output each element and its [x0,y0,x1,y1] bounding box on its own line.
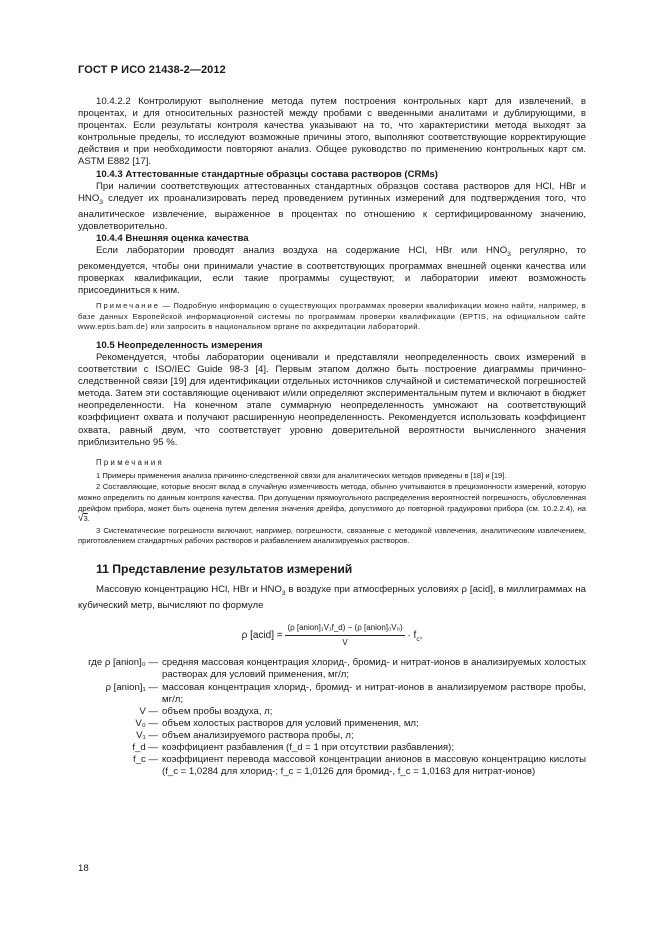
formula-lhs: ρ [acid] = [241,630,283,642]
paragraph-11: Массовую концентрацию HCl, HBr и $HNO_3$ в воздухе при атмосферных условиях ρ [acid], в миллиграммах на кубический метр, вычисляют по формуле [78,584,587,612]
formula-denominator: V [342,638,348,648]
heading-10-4-4: 10.4.4 Внешняя оценка качества [96,232,249,244]
definition-item: f_c — коэффициент перевода массовой концентрации анионов в массовую концентрацию кислоты (f_c = 1,0284 для хлорид-; f_c = 1,0126 для бромид-, f_c = 1,0163 для нитрат-ионов) [132,754,586,778]
definition-item: где ρ [anion]₀ — средняя массовая концентрация хлорид-, бромид- и нитрат-ионов в анализируемых холостых растворах для условий применения, мг/л; [88,657,586,681]
formula-rhs: · f [407,630,417,642]
definition-item: V₁ — объем анализируемого раствора пробы, л; [136,729,354,741]
formula-numerator: (ρ [anion]₁V₁f_d) − (ρ [anion]₀V₀) [285,622,404,636]
definition-item: ρ [anion]₁ — массовая концентрация хлорид-, бромид- и нитрат-ионов в анализируемом растворе пробы, мг/л; [105,681,586,705]
formula-fraction [285,622,404,649]
paragraph-10-4-4: Если лаборатории проводят анализ воздуха на содержание HCl, HBr или $HNO_3$ регулярно, то рекомендуется, чтобы они принимали участие в соответствующих программах внешней оценки качества или проверках квалификации, если такие программы существуют, и лаборатории имеют возможность присоединиться к ним. [78,245,586,297]
page-number: 18 [78,863,89,874]
paragraph-10-4-2-2: 10.4.2.2 Контролируют выполнение метода путем построения контрольных карт для извлечений, в процентах, и для относительных разностей между пробами с введенными аналитами и дублирующими, в процентах. Если результаты контроля качества указывают на то, что характеристики метода выходят за контрольные пределы, то исследуют возможные причины этого, выполняют соответствующие корректирующие действия и при необходимости повторяют анализ. Общее руководство по применению контрольных карт см. ASTM E882 [17]. [78,96,586,168]
note-3: 3 Систематические погрешности включают, например, погрешности, связанные с методикой извлечения, аналитическим извлечением, приготовлением стандартных рабочих растворов и разбавлением анализируемых растворов. [78,525,586,546]
heading-10-5: 10.5 Неопределенность измерения [96,339,263,351]
document-header: ГОСТ Р ИСО 21438-2—2012 [78,64,226,76]
definition-item: V — объем пробы воздуха, л; [139,705,273,717]
definitions-list [78,657,586,778]
definition-item: f_d — коэффициент разбавления (f_d = 1 при отсутствии разбавления); [132,742,454,754]
heading-10-4-3: 10.4.3 Аттестованные стандартные образцы состава растворов (CRMs) [96,168,438,180]
note-2: 2 Составляющие, которые вносят вклад в случайную изменчивость метода, обычно учитываются в прецизионности измерений, которую можно определить по данным контроля качества. При допущении прямоугольного распределения вероятностей погрешность, обусловленная дрейфом прибора, может быть оценена путем деления значения дрейфа, допустимого до повторной градуировки прибора (см. 10.2.2.4), на √3. [78,482,586,525]
heading-11: 11 Представление результатов измерений [96,562,353,577]
definition-item: V₀ — объем холостых растворов для условий применения, мл; [135,717,419,729]
paragraph-10-4-3: При наличии соответствующих аттестованных стандартных образцов состава растворов для HCl, HBr и $HNO_3$ следует их проанализировать перед проведением рутинных измерений для подтверждения того, что аналитическое извлечение, выраженное в процентах по отношению к сертифицированному значению, удовлетворительно. [78,180,586,232]
page-body [78,96,586,778]
note-1: 1 Примеры применения анализа причинно-следственной связи для аналитических методов приведены в [18] и [19]. [96,470,507,480]
note-eptis: Примечание — Подробную информацию о существующих программах проверки квалификации можно найти, например, в базе данных Европейской информационной системы по программам проверки квалификации (EPTIS, на официальном сайте www.eptis.bam.de) или запросить в национальном органе по аккредитации лабораторий. [78,301,586,331]
paragraph-10-5: Рекомендуется, чтобы лаборатории оценивали и представляли неопределенность своих измерений в соответствии с ISO/IEC Guide 98-3 [4]. Первым этапом должно быть построение диаграммы причинно-следственной связи [19] для идентификации отдельных источников случайной и систематической погрешностей метода. Затем эти составляющие оценивают и/или определяют экспериментальным путем и включают в бюджет неопределенности. На конечном этапе суммарную неопределенность умножают на соответствующий коэффициент охвата и получают расширенную неопределенность. Рекомендуется использовать коэффициент охвата, равный двум, что соответствует уровню доверительной вероятности вычисленного значения приблизительно 95 %. [78,352,586,448]
notes-title: Примечания [96,457,165,467]
formula-acid: ρ [acid] = $\frac{\text{(ρ [anion]₁V₁f\_d) − (ρ [anion]₀V₀)}}{V}$ · $f_c$, [78,622,586,649]
